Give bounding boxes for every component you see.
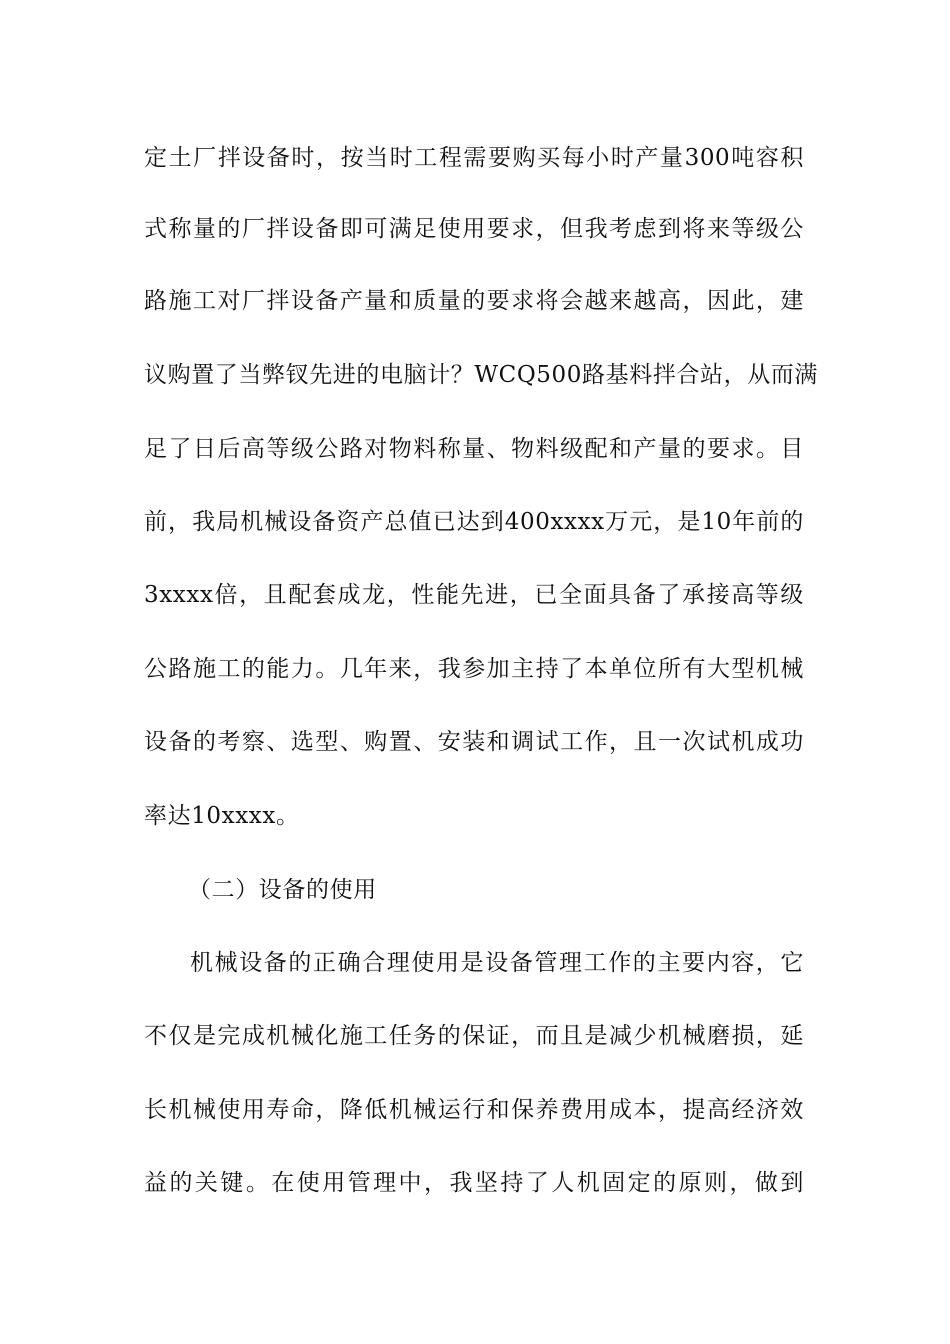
paragraph-line: 议购置了当弊钗先进的电脑计？WCQ500路基料拌合站，从而满 — [144, 362, 818, 388]
paragraph-line: 设备的考察、选型、购置、安装和调试工作，且一次试机成功 — [144, 729, 804, 755]
paragraph-line: 足了日后高等级公路对物料称量、物料级配和产量的要求。目 — [144, 436, 804, 462]
paragraph-line: 定土厂拌设备时，按当时工程需要购买每小时产量300吨容积 — [144, 145, 804, 171]
paragraph-first-line: 机械设备的正确合理使用是设备管理工作的主要内容，它 — [190, 950, 804, 976]
paragraph-line: 公路施工的能力。几年来，我参加主持了本单位所有大型机械 — [144, 656, 804, 682]
paragraph-line: 前，我局机械设备资产总值已达到400xxxx万元，是10年前的 — [144, 509, 804, 535]
paragraph-line: 路施工对厂拌设备产量和质量的要求将会越来越高，因此，建 — [144, 288, 804, 314]
paragraph-last-line: 率达10xxxx。 — [144, 803, 300, 829]
paragraph-line: 3xxxx倍，且配套成龙，性能先进，已全面具备了承接高等级 — [144, 582, 804, 608]
paragraph-line: 长机械使用寿命，降低机械运行和保养费用成本，提高经济效 — [144, 1097, 804, 1123]
section-heading: （二）设备的使用 — [188, 877, 377, 903]
paragraph-line: 式称量的厂拌设备即可满足使用要求，但我考虑到将来等级公 — [144, 216, 804, 242]
paragraph-line: 不仅是完成机械化施工任务的保证，而且是减少机械磨损，延 — [144, 1023, 804, 1049]
paragraph-line: 益的关键。在使用管理中，我坚持了人机固定的原则，做到 — [144, 1170, 804, 1196]
